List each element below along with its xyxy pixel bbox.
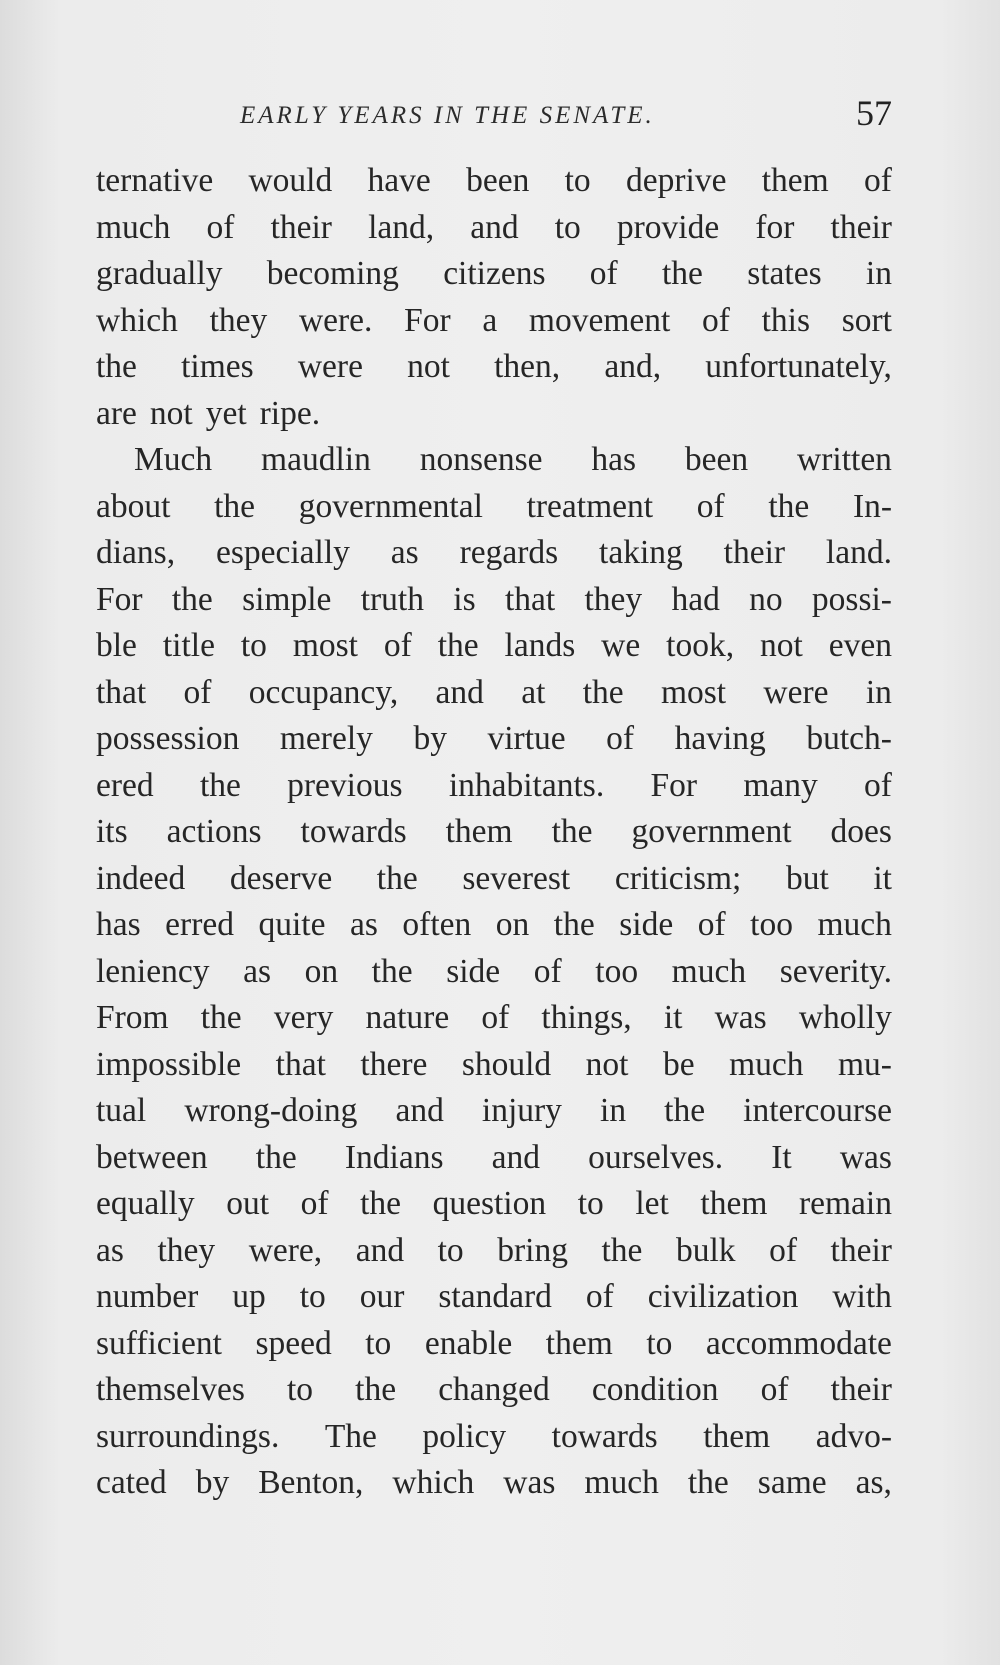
text-line: ered the previous inhabitants. For many of: [96, 766, 892, 804]
text-line: dians, especially as regards taking their land.: [96, 534, 892, 571]
text-line: ble title to most of the lands we took, not even: [96, 627, 892, 664]
text-line: much of their land, and to provide for their: [96, 208, 892, 246]
text-line: number up to our standard of civilization with: [96, 1278, 892, 1315]
text-line: which they were. For a movement of this sort: [96, 301, 892, 339]
text-line: cated by Benton, which was much the same as,: [96, 1464, 892, 1501]
text-line: Much maudlin nonsense has been written: [134, 441, 892, 478]
text-line: impossible that there should not be much mu-: [96, 1045, 892, 1083]
text-line: themselves to the changed condition of their: [96, 1371, 892, 1408]
text-line: has erred quite as often on the side of too much: [96, 906, 892, 943]
running-head: EARLY YEARS IN THE SENATE.: [240, 102, 655, 129]
text-line: From the very nature of things, it was wholly: [96, 999, 892, 1036]
text-line: For the simple truth is that they had no possi-: [96, 580, 892, 618]
text-line: as they were, and to bring the bulk of their: [96, 1231, 892, 1269]
text-line: tual wrong-doing and injury in the intercourse: [96, 1092, 892, 1129]
text-line: its actions towards them the government does: [96, 813, 892, 850]
text-line: indeed deserve the severest criticism; but it: [96, 859, 892, 897]
text-line: ternative would have been to deprive them of: [96, 162, 892, 199]
text-line: gradually becoming citizens of the states in: [96, 255, 892, 292]
text-line: possession merely by virtue of having butch-: [96, 720, 892, 757]
text-line: the times were not then, and, unfortunately,: [96, 348, 892, 385]
page-number: 57: [856, 93, 892, 133]
text-line: that of occupancy, and at the most were in: [96, 673, 892, 711]
text-line: sufficient speed to enable them to accommodate: [96, 1324, 892, 1362]
text-line: leniency as on the side of too much severity.: [96, 952, 892, 990]
page-header: [96, 88, 892, 138]
text-line: between the Indians and ourselves. It was: [96, 1138, 892, 1176]
text-line: are not yet ripe.: [96, 394, 321, 432]
text-line: surroundings. The policy towards them advo-: [96, 1417, 892, 1455]
text-line: equally out of the question to let them remain: [96, 1185, 892, 1222]
text-line: about the governmental treatment of the In-: [96, 487, 892, 525]
body-text: [96, 158, 892, 1507]
